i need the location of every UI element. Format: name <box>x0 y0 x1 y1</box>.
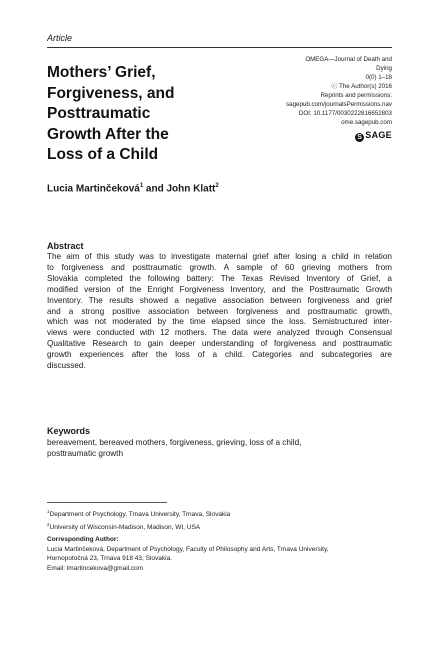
footnotes <box>47 507 392 573</box>
abstract-line: and a strong positive association between forgiveness and posttraumatic growth, <box>47 306 392 316</box>
author-list <box>47 183 219 194</box>
abstract-heading: Abstract <box>47 241 84 251</box>
keywords-line: posttraumatic growth <box>47 448 123 458</box>
abstract-line: Slovakia completed the following battery: The Texas Revised Inventory of Grief, a <box>47 273 392 283</box>
abstract-line: Inventory. The results showed a negative association between forgiveness and grief <box>47 295 392 305</box>
affiliation-marker: 1 <box>47 509 50 514</box>
corresponding-author-heading: Corresponding Author: <box>47 536 119 544</box>
author-name: John Klatt <box>166 183 216 195</box>
journal-site-link[interactable]: ome.sagepub.com <box>341 119 392 126</box>
abstract-line: The aim of this study was to investigate maternal grief after losing a child in relation <box>47 252 392 261</box>
publisher-logo <box>355 130 392 142</box>
reprints-line: Reprints and permissions: <box>320 92 392 99</box>
doi-line[interactable]: DOI: 10.1177/0030222816652803 <box>298 110 392 117</box>
abstract-line: views were conducted with 12 mothers. The data were analyzed through Consensual <box>47 328 392 338</box>
keywords-heading: Keywords <box>47 426 91 436</box>
issue-info: 0(0) 1–18 <box>365 74 392 81</box>
abstract-line: which was not moderated by the time elapsed since the loss. Semistructured inter- <box>47 317 392 327</box>
affiliation-text: Department of Psychology, Trnava University, Trnava, Slovakia <box>49 511 231 519</box>
corresponding-author-line: Hornopotočná 23, Trnava 918 43, Slovakia. <box>47 555 173 563</box>
affiliation-2 <box>47 520 392 533</box>
journal-name-line: Dying <box>376 65 392 72</box>
corresponding-author-email[interactable]: Email: lmartincekova@gmail.com <box>47 564 144 572</box>
abstract-line: to forgiveness and posttraumatic growth. A sample of 60 grieving mothers from <box>47 262 392 272</box>
affiliation-marker: 1 <box>139 183 144 189</box>
journal-metadata <box>242 55 392 127</box>
sage-emblem-icon: S <box>355 133 364 142</box>
affiliation-text: University of Wisconsin-Madison, Madison, WI, USA <box>49 523 201 531</box>
abstract-line: Qualitative Research to gain deeper understanding of forgiveness and posttraumatic <box>47 339 392 349</box>
author-separator: and <box>143 183 167 195</box>
footnote-rule <box>47 502 167 503</box>
affiliation-marker: 2 <box>47 521 50 527</box>
abstract-line: discussed. <box>47 361 86 371</box>
affiliation-1 <box>47 507 392 520</box>
title-line: Loss of a Child <box>47 146 159 163</box>
title-line: Mothers’ Grief, <box>47 64 156 81</box>
abstract-line: growth experiences after the loss of a child. Categories and subcategories are <box>47 350 392 360</box>
abstract-line: modified version of the Enright Forgiveness Inventory, and the Posttraumatic Growth <box>47 284 392 294</box>
abstract-body <box>47 252 392 372</box>
article-title <box>47 63 247 166</box>
title-line: Forgiveness, and <box>47 84 175 102</box>
author-name: Lucia Martinčeková <box>47 183 140 195</box>
title-line: Posttraumatic <box>47 105 151 122</box>
header-rule <box>47 47 392 48</box>
title-line: Growth After the <box>47 125 169 143</box>
affiliation-marker: 2 <box>215 183 219 189</box>
keywords-line: bereavement, bereaved mothers, forgiveness, grieving, loss of a child, <box>47 438 302 447</box>
publisher-logo-text: SAGE <box>365 130 392 140</box>
copyright-line: ⓒ The Author(s) 2016 <box>331 83 392 90</box>
article-type-label: Article <box>47 33 73 43</box>
corresponding-author-line: Lucia Martinčeková, Department of Psychology, Faculty of Philosophy and Arts, Trnava University, <box>47 545 329 553</box>
keywords-list <box>47 438 392 460</box>
permissions-link[interactable]: sagepub.com/journalsPermissions.nav <box>286 101 392 108</box>
journal-name-line: OMEGA—Journal of Death and <box>305 56 392 63</box>
